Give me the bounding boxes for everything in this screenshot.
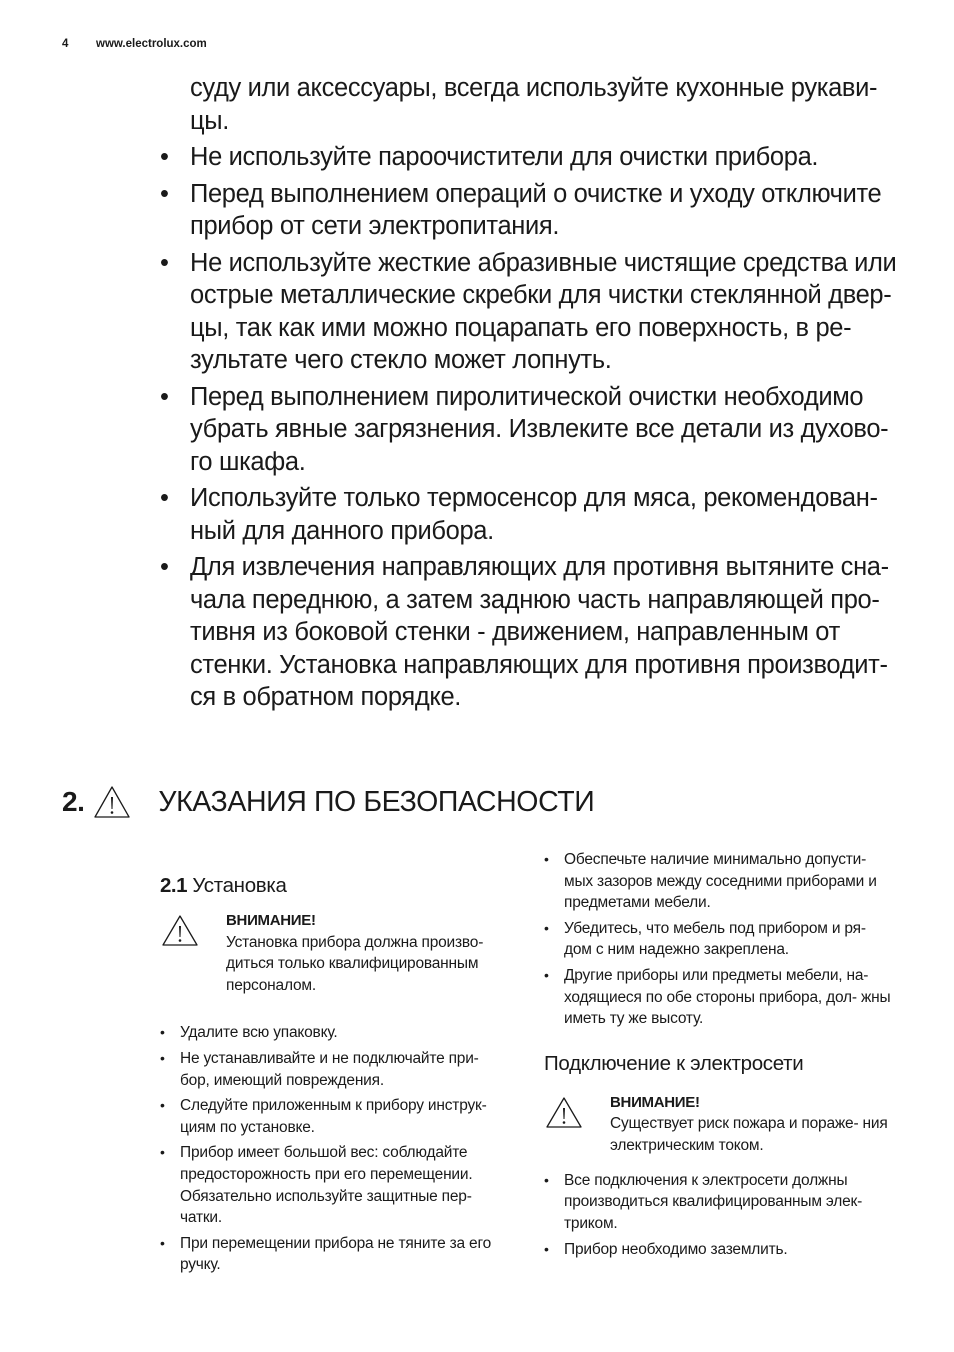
page-number: 4 [62,38,69,50]
bullet-icon: • [160,1144,165,1161]
list-item: • Прибор необходимо заземлить. [544,1239,894,1261]
install-column [160,872,510,1280]
list-item: • Используйте только термосенсор для мяса, рекомендован- ный для данного прибора. [160,484,878,545]
list-item: • Прибор имеет большой вес: соблюдайте предосторожность при его перемещении. Обязательно используйте защитные пер- чатки. [160,1144,473,1227]
list-item: • Не используйте пароочистители для очистки прибора. [160,141,900,174]
bullet-icon: • [160,484,169,512]
list-item: • Все подключения к электросети должны производиться квалифицированным элек- триком. [544,1171,863,1232]
list-item: • При перемещении прибора не тяните за его ручку. [160,1234,491,1274]
install-warning [160,910,510,996]
warning-triangle-icon [160,914,200,948]
warning-triangle-icon [544,1096,584,1130]
warning-title: ВНИМАНИЕ! [610,1093,700,1111]
warning-triangle-icon [92,784,132,820]
list-item: • Следуйте приложенным к прибору инструк- циям по установке. [160,1097,487,1136]
list-item: • Перед выполнением пиролитической очистки необходимо убрать явные загрязнения. Извлеките все детали из духово- го шкафа. [160,382,889,476]
warning-title: ВНИМАНИЕ! [226,912,316,929]
electric-heading: Подключение к электросети [544,1051,804,1075]
bullet-icon: • [544,919,549,936]
list-item: • Перед выполнением операций о очистке и уходу отключите прибор от сети электропитания. [160,179,882,240]
subsection-title: Установка [192,874,287,897]
bullet-icon: • [160,179,169,208]
right-column [544,849,894,1264]
cleaning-bullet-list [160,141,900,714]
section-title: УКАЗАНИЯ ПО БЕЗОПАСНОСТИ [158,785,595,818]
warning-text: Существует риск пожара и пораже- ния электрическим током. [610,1115,888,1154]
subsection-heading [160,872,510,900]
electric-warning [544,1092,894,1162]
list-item: • Другие приборы или предметы мебели, на- ходящиеся по обе стороны прибора, дол- жны иметь ту же высоту. [544,966,891,1028]
section-heading [62,780,594,824]
list-item: • Обеспечьте наличие минимально допусти- мых зазоров между соседними приборами и предметами мебели. [544,851,877,912]
list-item: • Не устанавливайте и не подключайте при- бор, имеющий повреждения. [160,1049,479,1089]
bullet-icon: • [160,1024,165,1041]
warning-text: Установка прибора должна произво- диться только квалифицированным персоналом. [226,933,484,994]
list-item: • Не используйте жесткие абразивные чистящие средства или острые металлические скребки для чистки стеклянной двер- цы, так как ими можно поцарапать его поверхность, в ре- зультате чего стекло может лопнуть. [160,248,897,374]
placement-bullet-list [544,849,894,1030]
continued-text: суду или аксессуары, всегда используйте кухонные рукави- цы. [190,74,878,135]
bullet-icon: • [160,1234,165,1251]
section-number: 2. [62,786,85,817]
bullet-icon: • [544,1240,549,1257]
bullet-icon: • [160,143,169,171]
cleaning-instructions [160,72,900,718]
page-header [62,38,207,50]
bullet-icon: • [160,248,169,277]
bullet-icon: • [160,1049,165,1066]
bullet-icon: • [160,553,169,581]
list-item: • Удалите всю упаковку. [160,1022,510,1044]
bullet-icon: • [160,1097,165,1114]
install-bullet-list [160,1022,510,1276]
list-item: • Убедитесь, что мебель под прибором и ря- дом с ним надежно закреплена. [544,919,866,959]
list-item: • Для извлечения направляющих для противня вытяните сна- чала переднюю, а затем заднюю часть направляющей про- тивня из боковой стенки - движением, направленным от стенки. Установка направляющих для противня производит- ся в обратном порядке. [160,553,889,711]
bullet-icon: • [160,382,169,411]
bullet-icon: • [544,851,549,867]
bullet-icon: • [544,966,549,983]
electric-bullet-list [544,1170,894,1260]
bullet-icon: • [544,1171,549,1188]
website-link[interactable]: www.electrolux.com [96,38,207,50]
subsection-number: 2.1 [160,874,187,897]
